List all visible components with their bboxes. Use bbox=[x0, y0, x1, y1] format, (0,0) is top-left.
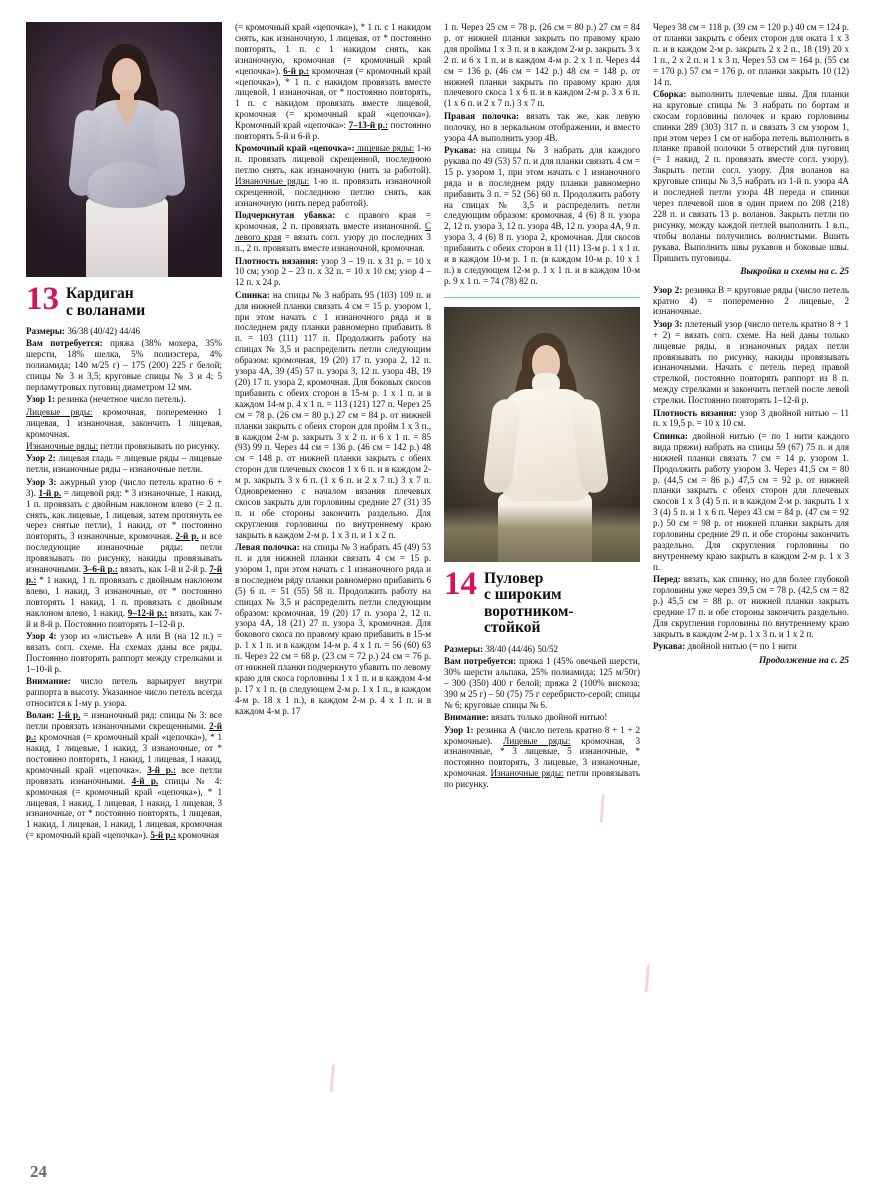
back-value-14: двойной нитью (= по 1 нити каждого вида пряжи) набрать на спицы 59 (67) 75 п. и для нижней планки связать 7 см = 14 р. узором 1. Продолжить работу узором 3. Через 41,5 см = 80 р. (44,5 см = 86 р.) 47,5 см = 92 р. от нижней планки закрыть с обеих сторон для плечевых скосов 1 х 3 (4) 5 п. и в каждом 2-м р. закрыть 1 х 3 (4) 5 п. и 1 х 6 п. Через 43 см = 84 р. (47 см = 92 р.) 50 см = 98 р. от нижней планки закрыть для горловины средние 29 п. и обе стороны закончить раздельно. Для скругления горловины по внутреннему краю закрыть в каждом 2-м р. 1 х 3 п. bbox=[653, 430, 849, 572]
column-3 bbox=[444, 22, 640, 1142]
pattern3-row7-value: * 1 накид, 1 п. провязать с двойным наклоном влево, 1 накид, 3 изнаночные, от * постоянно повторять 1 накид, 1 п. провязать с двойным наклоном влево, 1 накид. bbox=[26, 574, 222, 618]
pattern3-paragraph bbox=[26, 477, 222, 630]
density-paragraph-14 bbox=[653, 408, 849, 430]
volan-row4-label: 4-й р. bbox=[131, 775, 159, 786]
left-front-value: на спицы № 3 набрать 45 (49) 53 п. и для нижней планки связать 4 см = 15 р. узором 1, при этом начать с 1 изнаночного ряда и в последнем ряду планки равномерно прибавить 6 (5) 6 п. = 51 (55) 58 п. Продолжить работу на спицах № 3,5 и распределить петли следующим образом: кромочная, 19 (20) 17 п. узора 2, 12 п. узора 4А, 18 (21) 27 п. узора 3, кромочная. Для бокового скоса по правому краю прибавить в 15-м р. 1 х 1 п. и в каждом 14-м р. 4 х 1 п. = 56 (60) 63 п. Через 22 см = 68 р. (23 см = 72 р.) 24 см = 76 р. от нижней планки подчеркнуто убавить по левому краю для скоса горловины 1 х 1 п. и в каждом 4-м р. 17 х 1 п. (в следующем 2-м р. 1 х 1 п., в каждом 4-м р. 18 х 1 п.), в каждом 2-м р. 4 х 1 п. и в каждом 4-м р. 17 bbox=[235, 542, 431, 716]
watermark-stroke-3: ⁄ bbox=[636, 960, 660, 998]
sizes-value-14: 38/40 (44/46) 50/52 bbox=[483, 643, 559, 654]
back-value: на спицы № 3 набрать 95 (103) 109 п. и для нижней планки связать 4 см = 15 р. узором 1, при этом начать с 1 изнаночного ряда и в последнем ряду планки равномерно прибавить 8 п. = 103 (111) 117 п. Продолжить работу на спицах № 3,5 и распределить петли следующим образом: кромочная, 19 (20) 17 п. узора 2, 12 п. узора 4А, 39 (45) 57 п. узора 3, 12 п. узора 4В, 19 (20) 17 п. узора 2, кромочная. Для боковых скосов прибавить с обеих сторон в 15-м р. 1 х 1 п. и в каждом 14-м р. 4 х 1 п. = 113 (121) 127 п. Через 25 см = 78 р. (26 см = 80 р.) 27 см = 84 р. от нижней планки закрыть с обеих сторон для пройм 1 х 3 п., в каждом 2-м р. закрыть 3 х 2 п. и 6 х 1 п. = 85 (93) 99 п. Через 44 см = 136 р. (46 см = 142 р.) 48 см = 148 р. от нижней планки закрыть с обеих сторон для плечевых скосов 1 х 6 п. и в каждом 2-м р. закрыть 3 х 6 п. (1 х 6 п. и 2 х 7 п.) 3 х 7 п. Одновременно с началом вязания плечевых скосов закрыть для горловины средние 27 (31) 35 п. и обе стороны закончить раздельно. Для скругления горловины по внутреннему краю закрыть в каждом 2-м р. 1 х 3 п. и 1 х 2 п. bbox=[235, 289, 431, 540]
sizes-paragraph-14 bbox=[444, 644, 640, 655]
article-title bbox=[66, 285, 145, 319]
materials-label-14: Вам потребуется: bbox=[444, 656, 517, 667]
volan-row3-value: все петли провязать изнаночными. bbox=[26, 764, 222, 786]
pattern1-sub2-label-14: Изнаночные ряды: bbox=[490, 768, 564, 779]
attention-paragraph bbox=[26, 676, 222, 709]
article-heading-13 bbox=[26, 281, 222, 319]
article-title-14-line3: воротником- bbox=[484, 602, 574, 620]
pattern3-row9-label: 9–12-й р.: bbox=[127, 607, 168, 618]
pattern3-row9-value: вязать, как 7-й и 8-й р. Постоянно повторять 1–12-й р. bbox=[26, 607, 223, 629]
watermark-stroke-1: ⁄ bbox=[591, 790, 615, 828]
attention-label: Внимание: bbox=[26, 676, 71, 687]
pattern2-label-14: Узор 2: bbox=[653, 284, 683, 295]
pattern2-label: Узор 2: bbox=[26, 453, 56, 464]
chain-edge-paragraph bbox=[235, 143, 431, 208]
volan-row3-label: 3-й р.: bbox=[147, 764, 177, 775]
pattern2-value-14: резинка В = круговые ряды (число петель кратно 4) = попеременно 2 лицевые, 2 изнаночные. bbox=[653, 284, 850, 317]
back-label-14: Спинка: bbox=[653, 430, 688, 441]
section-divider bbox=[444, 297, 640, 298]
model-illustration-2 bbox=[444, 307, 640, 562]
right-front-label: Правая полочка: bbox=[444, 110, 520, 121]
back-label: Спинка: bbox=[235, 289, 270, 300]
article-title-14 bbox=[484, 570, 574, 637]
pattern1-sub2 bbox=[26, 441, 222, 452]
chain-edge-sub2-label: Изнаночные ряды: bbox=[235, 176, 310, 187]
photo-cardigan bbox=[26, 22, 222, 277]
volan-row7-label: 7–13-й р.: bbox=[348, 120, 389, 131]
right-front-paragraph bbox=[444, 111, 640, 144]
materials-label: Вам потребуется: bbox=[26, 338, 103, 349]
pattern1-sub1-label: Лицевые ряды: bbox=[26, 406, 93, 417]
chain-edge-label: Кромочный край «цепочка»: bbox=[235, 143, 355, 154]
volan-row6-label: 6-й р.: bbox=[283, 65, 310, 76]
sizes-label-14: Размеры: bbox=[444, 643, 484, 654]
decrease-label: Подчеркнутая убавка: bbox=[235, 210, 336, 221]
pattern4-label: Узор 4: bbox=[26, 630, 57, 641]
pattern1-sub1-value: кромочная, попеременно 1 лицевая, 1 изнаночная, закончить 1 лицевая, кромочная. bbox=[26, 406, 222, 439]
chain-edge-sub1-label: лицевые ряды: bbox=[354, 143, 415, 154]
continuation-paragraph bbox=[235, 22, 431, 142]
sizes-label: Размеры: bbox=[26, 326, 66, 336]
left-front-label: Левая полочка: bbox=[235, 542, 300, 553]
sleeves-value: на спицы № 3 набрать для каждого рукава по 49 (53) 57 п. и для планки связать 4 см = 15 р. узором 1, при этом начать с 1 изнаночного ряда и в последнем ряду планки равномерно прибавить 3 п. = 52 (56) 60 п. Продолжить работу на спицах № 3,5 и распределить петли следующим образом: кромочная, 4 (6) 8 п. узора 2, 12 п. узора 3, 12 п. узора 4В, 12 п. узора 4А, 9 п. узора 3, 4 (6) 8 п. узора 2, кромочная. Для скосов прибавить с обеих сторон в 11 (11) 13-м р. 1 х 1 п. и в каждом 10-м р. 1 п. (в каждом 10-м р. 10 х 1 п.) в следующем 12-м р. 1 х 1 п. и в каждом 10-м р. 9 х 1 п. = 74 (78) 82 п. bbox=[444, 144, 640, 286]
attention-value: число петель варьирует внутри раппорта в высоту. Указанное число петель всегда относится к 1-му р. узора. bbox=[26, 676, 222, 708]
volan-row4-value: спицы № 4: кромочная (= кромочный край «цепочка»), * 1 лицевая, 1 накид, 1 лицевая, 1 накид, 1 лицевая, 3 изнаночные, от * постоянно повторять, 1 лицевая, 1 накид, 1 лицевая, 1 накид, 1 лицевая, кромочная (= кромочный край «цепочка»). bbox=[26, 775, 222, 841]
assembly-value: выполнить плечевые швы. Для планки на круговые спицы № 3 набрать по бортам и скосам горловины полочек и краю горловины спинки 289 (303) 317 п. и связать 3 см узором 1, при этом через 1 см от набора петель выполнить в планке правой полочки 5 отверстий для пуговиц (= 1 накид, 2 п. провязать вместе согл. узору). Закрыть петли согл. узору. Для воланов на круговые спицы № 3,5 набрать из 1-й п. узора 4А и последней петли узора 4В переда и спинки через плечевой шов в один прием по 208 (218) 228 п. и связать 13 р. воланов. Закрыть петли по рисунку, между каждой петлей выполнить 1 в.п., чтобы воланы получились волнистыми. Вшить рукава. Выполнить швы рукавов и боковые швы. Пришить пуговицы. bbox=[653, 88, 849, 263]
article-number-14: 14 bbox=[444, 565, 477, 602]
pattern1-paragraph bbox=[26, 394, 222, 405]
column-2 bbox=[235, 22, 431, 1142]
column-4 bbox=[653, 22, 849, 1142]
pattern1-value: резинка (нечетное число петель). bbox=[54, 394, 186, 405]
pattern1-paragraph-14 bbox=[444, 725, 640, 790]
photo-pullover bbox=[444, 307, 640, 562]
attention-label-14: Внимание: bbox=[444, 712, 489, 723]
materials-value-14: пряжа 1 (45% овечьей шерсти, 30% шерсти альпака, 25% полиамида; 125 м/50г) – 300 (350) 400 г белой; пряжа 2 (100% вискоза; 390 м 25 г) – 50 (75) 75 г серебристо-серой; спицы № 6; круговые спицы № 6. bbox=[444, 656, 640, 710]
sleeves-paragraph-14 bbox=[653, 641, 849, 652]
sleeves-paragraph bbox=[444, 145, 640, 287]
assembly-label: Сборка: bbox=[653, 88, 687, 99]
front-label-14: Перед: bbox=[653, 574, 681, 585]
materials-value: пряжа (38% мохера, 35% шерсти, 18% шелка, 5% полиэстера, 4% полиамида; 140 м/25 г) – 175 (200) 225 г белой; спицы № 3 и 3,5; круговые спицы № 3 и 4; 5 перламутровых пуговиц диаметром 12 мм. bbox=[26, 338, 222, 393]
pattern1-sub1 bbox=[26, 407, 222, 440]
pattern3-label: Узор 3: bbox=[26, 476, 57, 487]
density-label: Плотность вязания: bbox=[235, 255, 319, 266]
pattern3-row1-label: 1-й р. bbox=[38, 487, 62, 498]
article-title-14-line4: стойкой bbox=[484, 619, 541, 637]
article-number: 13 bbox=[26, 281, 59, 317]
model-illustration-1 bbox=[26, 22, 222, 277]
front-value-14: вязать, как спинку, но для более глубокой горловины уже через 39,5 см = 78 р. (42,5 см = 82 р.) 45,5 см = 88 р. от нижней планки закрыть средние 17 п. и обе стороны закончить раздельно. Для скругления горловины по внутреннему краю закрыть в каждом 2-м р. 1 х 3 п. и 1 х 2 п. bbox=[653, 574, 849, 639]
pattern3-row2-label: 2-й р. bbox=[175, 531, 199, 542]
pattern1-label-14: Узор 1: bbox=[444, 724, 474, 735]
watermark-stroke-2: ⁄ bbox=[321, 1060, 345, 1098]
attention-value-14: вязать только двойной нитью! bbox=[488, 712, 608, 723]
left-front-continuation bbox=[444, 22, 640, 109]
pattern4-paragraph bbox=[26, 631, 222, 675]
right-front-value: вязать так же, как левую полочку, но в зеркальном отображении, и вместо узора 4А выполнить узор 4В. bbox=[444, 110, 640, 143]
chain-edge-sub2-value: 1-ю п. провязать изнаночной скрещенной, последнюю петлю снять, как изнаночную (нить перед работой). bbox=[235, 176, 431, 208]
pattern1-sub2-label: Изнаночные ряды: bbox=[26, 441, 99, 452]
decrease-left-value: = вязать согл. узору до последних 3 п., 2 п. провязать вместе изнаночной, кромочная. bbox=[235, 232, 431, 254]
sizes-value: 36/38 (40/42) 44/46 bbox=[65, 326, 141, 336]
endnote-14: Продолжение на с. 25 bbox=[758, 656, 849, 666]
volan-paragraph bbox=[26, 710, 222, 841]
volan-row5-label: 5-й р.: bbox=[150, 830, 176, 841]
back-paragraph bbox=[235, 290, 431, 541]
pattern4-value: узор из «листьев» А или В (на 12 п.) = вязать согл. схеме. На схемах даны все ряды. Постоянно повторять раппорт между стрелками и 1–10-й р. bbox=[26, 630, 222, 674]
sizes-paragraph bbox=[26, 326, 222, 337]
assembly-top bbox=[653, 22, 849, 87]
column-1 bbox=[26, 22, 222, 1142]
pattern3-row3-label: 3–6-й р.: bbox=[83, 564, 118, 575]
pattern3-paragraph-14 bbox=[653, 319, 849, 406]
pattern2-value: лицевая гладь = лицевые ряды – лицевые петли, изнаночные ряды – изнаночные петли. bbox=[26, 453, 222, 475]
volan-label: Волан: bbox=[26, 710, 55, 721]
pattern1-sub1-value-14: кромочная, 3 изнаночные, * 3 лицевые, 5 изнаночные, * постоянно повторять, 3 лицевые, 3 изнаночные, кромочная. bbox=[444, 735, 640, 779]
back-paragraph-14 bbox=[653, 431, 849, 573]
pattern3-label-14: Узор 3: bbox=[653, 318, 683, 329]
density-value-14: узор 3 двойной нитью – 11 п. х 19,5 р. = 10 х 10 см. bbox=[653, 407, 850, 429]
pattern2-paragraph-14 bbox=[653, 285, 849, 318]
pattern1-sub2-value: петли провязывать по рисунку. bbox=[98, 441, 220, 452]
pattern1-label: Узор 1: bbox=[26, 394, 55, 405]
chain-edge-sub1-value: 1-ю п. провязать лицевой скрещенной, последнюю петлю снять, как изнаночную (нить за работой). bbox=[235, 143, 431, 176]
density-value: узор 3 – 19 п. х 31 р. = 10 х 10 см; узор 2 – 23 п. х 32 п. = 10 х 10 см; узор 4 – 12 п. х 24 р. bbox=[235, 255, 432, 288]
volan-row6-value: кромочная (= кромочный край «цепочка»), * 1 п. с накидом провязать вместе лицевой, 1 изнаночная, от * постоянно повторять, 1 п. с накидом провязать вместе лицевой, кромочная (= кромочный край «цепочка»). Кромочный край «цепочка»: bbox=[235, 65, 431, 131]
article-title-line1: Кардиган bbox=[66, 285, 134, 302]
density-paragraph bbox=[235, 256, 431, 289]
continuation-text: (= кромочный край «цепочка»), * 1 п. с 1 накидом снять, как изнаночную, 1 лицевая, от * постоянно повторять, 1 п. с 1 накидом снять, как изнаночную, кромочная (= кромочный край «цепочка»). bbox=[235, 22, 431, 76]
sleeves-label: Рукава: bbox=[444, 144, 477, 155]
article-title-14-line1: Пуловер bbox=[484, 569, 544, 587]
sleeves-label-14: Рукава: bbox=[653, 641, 686, 652]
column-container bbox=[26, 22, 869, 1142]
volan-row1-value: = изнаночный ряд: спицы № 3: все петли провязать изнаночными скрещенными. bbox=[26, 710, 222, 732]
pattern2-paragraph bbox=[26, 453, 222, 475]
decrease-value: с правого края = кромочная, 2 п. провязать вместе изнаночной. bbox=[235, 210, 431, 232]
decrease-left-label: С левого края bbox=[235, 221, 432, 243]
sleeves-value-14: двойной нитью (= по 1 нити bbox=[685, 641, 797, 652]
pattern3-row7-label: 7-й р.: bbox=[26, 564, 223, 585]
left-front-paragraph bbox=[235, 542, 431, 717]
volan-row2-value: кромочная (= кромочный край «цепочка»), * 1 накид, 1 лицевые, 1 накид, 3 изнаночные, от * постоянно повторять, 1 накид, 1 лицевая, 1 накид, кромочный край «цепочка». bbox=[26, 732, 222, 775]
front-paragraph-14 bbox=[653, 574, 849, 639]
density-label-14: Плотность вязания: bbox=[653, 407, 737, 418]
pattern3-row2-value: и все последующие изнаночные ряды: петли провязывать по рисунку, накиды провязывать изнаночными. bbox=[26, 531, 223, 575]
volan-row2-label: 2-й р.: bbox=[26, 721, 222, 743]
materials-paragraph bbox=[26, 338, 222, 393]
volan-row7-value: постоянно повторять 5-й и 6-й р. bbox=[235, 120, 431, 142]
decrease-paragraph bbox=[235, 210, 431, 254]
pattern1-sub1-label-14: Лицевые ряды: bbox=[503, 735, 571, 746]
assembly-top-text: Через 38 см = 118 р. (39 см = 120 р.) 40 см = 124 р. от планки закрыть с обеих сторон для оката 1 х 3 п. и в каждом 2-м р. закрыть 2 х 2 п., 18 (19) 20 х 1 п., 2 х 2 п. и 1 х 3 п. Через 53 см = 164 р. (55 см = 170 р.) 57 см = 176 р. от планки закрыть 10 (12) 14 п. bbox=[653, 22, 849, 87]
attention-paragraph-14 bbox=[444, 712, 640, 723]
materials-paragraph-14 bbox=[444, 656, 640, 711]
pattern3-value-14: плетеный узор (число петель кратно 8 + 1 + 2) = вязать согл. схеме. На ней даны только лицевые ряды, в изнаночных рядах петли провязывать по рисунку, накиды провязывать изнаночными. Начать с петель перед правой стрелкой, постоянно повторять раппорт из 8 п. между стрелками и закончить петлей после левой стрелки. Постоянно повторять 1–12-й р. bbox=[653, 318, 849, 406]
page-number: 24 bbox=[30, 1162, 47, 1181]
volan-row1-label: 1-й р. bbox=[57, 710, 81, 721]
pattern3-row1-value: = лицевой ряд: * 3 изнаночные, 1 накид, 1 п. провязать с двойным наклоном влево (= 2 п. снять, как лицевые, 1 лицевая, затем протянуть ее через снятые петли), 1 накид, от * постоянно повторять, 3 изнаночные, кромочная. bbox=[26, 487, 223, 542]
pattern3-row3-value: вязать, как 1-й и 2-й р. bbox=[117, 564, 207, 575]
volan-row5-value: кромочная bbox=[175, 830, 220, 841]
article-title-line2: с воланами bbox=[66, 301, 146, 319]
pattern1-sub2-value-14: петли провязывать по рисунку. bbox=[444, 768, 640, 790]
article-heading-14 bbox=[444, 565, 640, 637]
assembly-paragraph bbox=[653, 89, 849, 264]
left-front-continuation-text: 1 п. Через 25 см = 78 р. (26 см = 80 р.) 27 см = 84 р. от нижней планки закрыть по правому краю для проймы 1 х 3 п. и в каждом 2-м р. закрыть 3 х 2 п. и 6 х 1 п. и в каждом 4-м р. 2 х 1 п. Через 44 см = 136 р. (46 см = 142 р.) 48 см = 148 р. от нижней планки закрыть по правому краю для плечевого скоса 1 х 6 п. и в каждом 2-м р. 3 х 6 п. (1 х 6 п. и 2 х 7 п.) 3 х 7 п. bbox=[444, 22, 640, 109]
endnote-13: Выкройка и схемы на с. 25 bbox=[740, 267, 849, 278]
pattern3-value: ажурный узор (число петель кратно 6 + 3). bbox=[26, 476, 222, 498]
pattern1-value-14: резинка А (число петель кратно 8 + 1 + 2 кромочные). bbox=[444, 724, 640, 746]
article-title-14-line2: с широким bbox=[484, 586, 562, 604]
